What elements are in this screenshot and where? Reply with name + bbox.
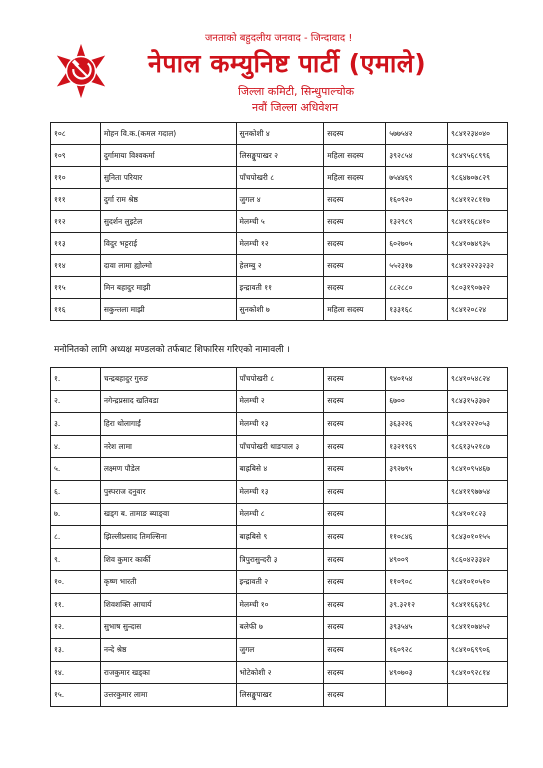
- address-cell: पाँचपोखरी थाङपाल ३: [236, 435, 324, 458]
- role-cell: सदस्य: [324, 211, 386, 233]
- phone-cell: ९८४३१५३३७२: [448, 390, 508, 413]
- role-cell: सदस्य: [324, 390, 386, 413]
- table-row: [51, 639, 508, 662]
- phone-cell: ९८४१०५४८२४: [448, 368, 508, 391]
- table-row: [51, 661, 508, 684]
- address-cell: भोटेकोशी २: [236, 661, 324, 684]
- phone-cell: ९८४११९७७५४: [448, 480, 508, 503]
- role-cell: सदस्य: [324, 255, 386, 277]
- address-cell: त्रिपुरासुन्दरी ३: [236, 548, 324, 571]
- membership-number-cell: ३९.३२१२: [386, 593, 448, 616]
- membership-number-cell: ५५२३१७: [386, 255, 448, 277]
- address-cell: लिसङ्खुपाखर: [236, 684, 324, 707]
- membership-number-cell: १६०९२८: [386, 639, 448, 662]
- name-cell: विदुर भट्टराई: [100, 233, 236, 255]
- serial-cell: १५.: [51, 684, 101, 707]
- committee-name: जिल्ला कमिटी, सिन्धुपाल्चोक: [238, 85, 355, 98]
- role-cell: सदस्य: [324, 435, 386, 458]
- phone-cell: ९८६१३५२१८७: [448, 435, 508, 458]
- name-cell: सुभाष सुन्दास: [100, 616, 236, 639]
- address-cell: जुगल: [236, 639, 324, 662]
- name-cell: नरेश लामा: [100, 435, 236, 458]
- phone-cell: ९८०३१९०७२२: [448, 277, 508, 299]
- phone-cell: ९८४१२३४०४०: [448, 123, 508, 145]
- table-row: [51, 435, 508, 458]
- role-cell: सदस्य: [324, 616, 386, 639]
- role-cell: सदस्य: [324, 548, 386, 571]
- table-row: [51, 593, 508, 616]
- role-cell: सदस्य: [324, 189, 386, 211]
- serial-cell: ११.: [51, 593, 101, 616]
- serial-cell: ७.: [51, 503, 101, 526]
- membership-number-cell: ३६३२२६: [386, 413, 448, 436]
- address-cell: पाँचपोखरी ८: [236, 167, 324, 189]
- table-row: [51, 189, 508, 211]
- phone-cell: ९८४९५६८९९६: [448, 145, 508, 167]
- membership-number-cell: ३९३५४५: [386, 616, 448, 639]
- address-cell: मेलम्ची ५: [236, 211, 324, 233]
- role-cell: सदस्य: [324, 661, 386, 684]
- role-cell: महिला सदस्य: [324, 299, 386, 321]
- phone-cell: ९८४१०९५४६७: [448, 458, 508, 481]
- membership-number-cell: ३९२७९५: [386, 458, 448, 481]
- phone-cell: ९८४११६८४१०: [448, 211, 508, 233]
- serial-cell: १०८: [51, 123, 101, 145]
- serial-cell: ११३: [51, 233, 101, 255]
- role-cell: महिला सदस्य: [324, 167, 386, 189]
- name-cell: दुर्गामाया विश्वकर्मा: [100, 145, 236, 167]
- name-cell: सकुन्तला माझी: [100, 299, 236, 321]
- members-table: [50, 122, 508, 321]
- slogan: जनताको बहुदलीय जनवाद - जिन्दावाद !: [205, 33, 353, 44]
- address-cell: मेलम्ची १२: [236, 233, 324, 255]
- membership-number-cell: १३२१९६९: [386, 435, 448, 458]
- table-row: [51, 616, 508, 639]
- table-row: [51, 480, 508, 503]
- phone-cell: ९८४१२२२०५३: [448, 413, 508, 436]
- phone-cell: ९८४१२२२३२३२: [448, 255, 508, 277]
- serial-cell: ११०: [51, 167, 101, 189]
- membership-number-cell: ९४०१५४: [386, 368, 448, 391]
- membership-number-cell: ११०९०८: [386, 571, 448, 594]
- address-cell: पाँचपोखरी ८: [236, 368, 324, 391]
- convention-name: नवौं जिल्ला अधिवेशन: [252, 101, 339, 114]
- name-cell: शिव कुमार कार्की: [100, 548, 236, 571]
- membership-number-cell: ७५४४६९: [386, 167, 448, 189]
- name-cell: पुस्पराज दनुवार: [100, 480, 236, 503]
- serial-cell: ३.: [51, 413, 101, 436]
- name-cell: चन्द्रबहादुर गुरुङ: [100, 368, 236, 391]
- name-cell: कृष्ण भारती: [100, 571, 236, 594]
- table-row: [51, 233, 508, 255]
- serial-cell: १११: [51, 189, 101, 211]
- role-cell: सदस्य: [324, 368, 386, 391]
- membership-number-cell: १६०९२०: [386, 189, 448, 211]
- name-cell: सुदर्शन लुइटेल: [100, 211, 236, 233]
- membership-number-cell: ६७००: [386, 390, 448, 413]
- phone-cell: ९८४१०९२८१४: [448, 661, 508, 684]
- role-cell: सदस्य: [324, 277, 386, 299]
- role-cell: सदस्य: [324, 639, 386, 662]
- role-cell: सदस्य: [324, 480, 386, 503]
- address-cell: मेलम्ची २: [236, 390, 324, 413]
- address-cell: मेलम्ची १०: [236, 593, 324, 616]
- serial-cell: १.: [51, 368, 101, 391]
- membership-number-cell: १३२९८९: [386, 211, 448, 233]
- address-cell: मेलम्ची १३: [236, 480, 324, 503]
- role-cell: सदस्य: [324, 684, 386, 707]
- address-cell: मेलम्ची १३: [236, 413, 324, 436]
- membership-number-cell: [386, 503, 448, 526]
- letterhead: [0, 0, 543, 120]
- serial-cell: ११२: [51, 211, 101, 233]
- serial-cell: २.: [51, 390, 101, 413]
- table-row: [51, 211, 508, 233]
- name-cell: मिन बहादुर माझी: [100, 277, 236, 299]
- table-row: [51, 571, 508, 594]
- role-cell: महिला सदस्य: [324, 145, 386, 167]
- serial-cell: ६.: [51, 480, 101, 503]
- phone-cell: ९८४११०७४५२: [448, 616, 508, 639]
- name-cell: उत्तरकुमार लामा: [100, 684, 236, 707]
- table-row: [51, 368, 508, 391]
- membership-number-cell: ३९२८५४: [386, 145, 448, 167]
- table-row: [51, 390, 508, 413]
- section-heading: मनोनितको लागि अध्यक्ष मण्डलको तर्फबाट शिफारिस गरिएको नामावली ।: [54, 345, 290, 355]
- name-cell: राजकुमार खड्का: [100, 661, 236, 684]
- address-cell: बाह्रबिसे ४: [236, 458, 324, 481]
- name-cell: दावा लामा ह्योल्मो: [100, 255, 236, 277]
- name-cell: शिवशक्ति आचार्य: [100, 593, 236, 616]
- serial-cell: १४.: [51, 661, 101, 684]
- address-cell: इन्द्रावती २: [236, 571, 324, 594]
- role-cell: सदस्य: [324, 458, 386, 481]
- name-cell: मोहन वि.क.(कमल गदाल): [100, 123, 236, 145]
- name-cell: लक्ष्मण पौडेल: [100, 458, 236, 481]
- serial-cell: ११४: [51, 255, 101, 277]
- role-cell: सदस्य: [324, 503, 386, 526]
- phone-cell: ९८४३०१०१५५: [448, 526, 508, 549]
- address-cell: लिसङ्खुपाखर २: [236, 145, 324, 167]
- phone-cell: ९८४१०६९९०६: [448, 639, 508, 662]
- name-cell: झिल्लीप्रसाद तिमल्सिना: [100, 526, 236, 549]
- serial-cell: ८.: [51, 526, 101, 549]
- phone-cell: ९८६०४२३३४२: [448, 548, 508, 571]
- table-row: [51, 458, 508, 481]
- name-cell: नगेन्द्रप्रसाद खतिवडा: [100, 390, 236, 413]
- address-cell: सुनकोशी ४: [236, 123, 324, 145]
- role-cell: सदस्य: [324, 413, 386, 436]
- role-cell: सदस्य: [324, 593, 386, 616]
- serial-cell: १०९: [51, 145, 101, 167]
- membership-number-cell: ४९००९: [386, 548, 448, 571]
- table-row: [51, 277, 508, 299]
- role-cell: सदस्य: [324, 526, 386, 549]
- membership-number-cell: [386, 684, 448, 707]
- name-cell: हिरा थोलागाईं: [100, 413, 236, 436]
- serial-cell: ११५: [51, 277, 101, 299]
- address-cell: जुगल ४: [236, 189, 324, 211]
- table-row: [51, 167, 508, 189]
- phone-cell: ९८४१२०८२४: [448, 299, 508, 321]
- phone-cell: ९८६४७०७८२९: [448, 167, 508, 189]
- address-cell: सुनकोशी ७: [236, 299, 324, 321]
- table-row: [51, 299, 508, 321]
- table-row: [51, 413, 508, 436]
- table-row: [51, 145, 508, 167]
- name-cell: दुर्गा राम श्रेष्ठ: [100, 189, 236, 211]
- membership-number-cell: ११०८४६: [386, 526, 448, 549]
- serial-cell: १३.: [51, 639, 101, 662]
- membership-number-cell: ६०२७०५: [386, 233, 448, 255]
- serial-cell: ४.: [51, 435, 101, 458]
- phone-cell: ९८४११६६३९८: [448, 593, 508, 616]
- hammer-sickle-star-logo: [52, 42, 110, 100]
- table-row: [51, 684, 508, 707]
- phone-cell: [448, 684, 508, 707]
- address-cell: इन्द्रावती ११: [236, 277, 324, 299]
- table-row: [51, 503, 508, 526]
- name-cell: सुनिता परियार: [100, 167, 236, 189]
- phone-cell: ९८४१०१०५१०: [448, 571, 508, 594]
- table-row: [51, 123, 508, 145]
- role-cell: सदस्य: [324, 233, 386, 255]
- nominees-table: [50, 367, 508, 707]
- role-cell: सदस्य: [324, 123, 386, 145]
- serial-cell: ९.: [51, 548, 101, 571]
- party-name: नेपाल कम्युनिष्ट पार्टी (एमाले): [148, 49, 427, 78]
- serial-cell: १२.: [51, 616, 101, 639]
- membership-number-cell: ४९०७०३: [386, 661, 448, 684]
- membership-number-cell: १३३१६८: [386, 299, 448, 321]
- serial-cell: ११६: [51, 299, 101, 321]
- phone-cell: ९८४११२८११७: [448, 189, 508, 211]
- address-cell: बाह्रबिसे ९: [236, 526, 324, 549]
- table-row: [51, 548, 508, 571]
- serial-cell: ५.: [51, 458, 101, 481]
- address-cell: बलेफी ७: [236, 616, 324, 639]
- membership-number-cell: ५७७५४२: [386, 123, 448, 145]
- phone-cell: ९८४१०७४९३५: [448, 233, 508, 255]
- table-row: [51, 255, 508, 277]
- name-cell: नन्दे श्रेष्ठ: [100, 639, 236, 662]
- membership-number-cell: ८८२८८०: [386, 277, 448, 299]
- role-cell: सदस्य: [324, 571, 386, 594]
- name-cell: खड्ग ब. तामाङ ब्याङ्वा: [100, 503, 236, 526]
- membership-number-cell: [386, 480, 448, 503]
- address-cell: मेलम्ची ८: [236, 503, 324, 526]
- phone-cell: ९८४१०१८२३: [448, 503, 508, 526]
- address-cell: हेलम्बु २: [236, 255, 324, 277]
- table-row: [51, 526, 508, 549]
- serial-cell: १०.: [51, 571, 101, 594]
